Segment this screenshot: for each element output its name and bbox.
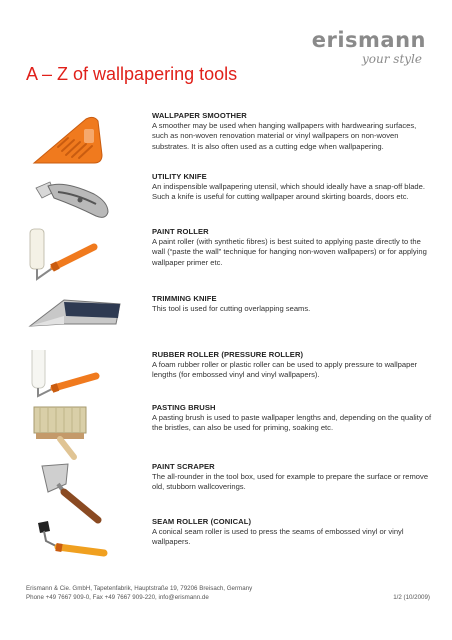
erismann-logo xyxy=(311,28,426,82)
tool-heading: SEAM ROLLER (CONICAL) xyxy=(152,517,252,526)
tool-heading: PASTING BRUSH xyxy=(152,403,216,412)
pasting-brush-icon xyxy=(24,403,128,469)
tool-description: A foam rubber roller or plastic roller can be used to apply pressure to wallpaper lengths (for embossed vinyl and vinyl wallpapers). xyxy=(152,360,418,380)
seam-roller-icon xyxy=(24,517,128,583)
tool-heading: PAINT ROLLER xyxy=(152,227,209,236)
wallpaper-smoother-icon xyxy=(24,111,128,177)
tool-heading: RUBBER ROLLER (PRESSURE ROLLER) xyxy=(152,350,304,359)
paint-roller-icon xyxy=(24,227,128,293)
tool-description: This tool is used for cutting overlapping seams. xyxy=(152,304,311,313)
tool-description: A paint roller (with synthetic fibres) is best suited to applying paste directly to the wall (“paste the wall” technique for hanging non-woven wallpapers) or for applying wallpaper primer etc. xyxy=(152,237,427,267)
tool-description: A smoother may be used when hanging wallpapers with hardwearing surfaces, such as non-woven renovation material or vinyl wallpapers on non-woven substrates. It is also often used as a cutting edge when wallpapering. xyxy=(152,121,417,151)
footer-contact: Phone +49 7667 909-0, Fax +49 7667 909-220, info@erismann.de xyxy=(26,593,209,601)
logo-brand: erismann xyxy=(311,28,426,52)
footer-address: Erismann & Cie. GmbH, Tapetenfabrik, Hauptstraße 19, 79206 Breisach, Germany xyxy=(26,585,253,592)
tool-description: A conical seam roller is used to press the seams of embossed vinyl or vinyl wallpapers. xyxy=(152,527,404,547)
tool-heading: UTILITY KNIFE xyxy=(152,172,207,181)
tool-heading: WALLPAPER SMOOTHER xyxy=(152,111,247,120)
tool-heading: TRIMMING KNIFE xyxy=(152,294,217,303)
logo-tagline: your style xyxy=(362,52,422,66)
tool-description: An indispensible wallpapering utensil, which should ideally have a snap-off blade. Such a knife is useful for cutting wallpaper around skirting boards, doors etc. xyxy=(152,182,425,202)
page-title: A – Z of wallpapering tools xyxy=(26,64,238,84)
tool-description: A pasting brush is used to paste wallpaper lengths and, depending on the quality of the bristles, can also be used for priming, soaking etc. xyxy=(152,413,432,433)
page-footer xyxy=(26,585,430,602)
tool-heading: PAINT SCRAPER xyxy=(152,462,215,471)
tool-description: The all-rounder in the tool box, used for example to prepare the surface or remove old, stubborn wallcoverings. xyxy=(152,472,429,492)
page-number: 1/2 (10/2009) xyxy=(393,593,430,601)
